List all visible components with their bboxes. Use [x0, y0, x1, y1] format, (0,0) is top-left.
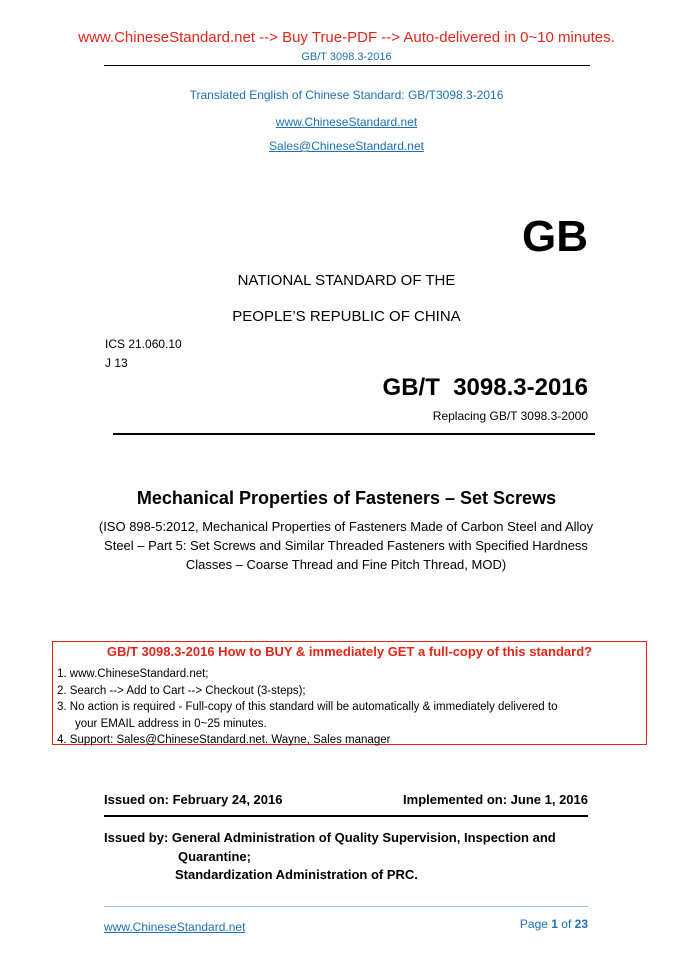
purchase-step: 1. www.ChineseStandard.net;: [57, 668, 209, 680]
purchase-step: 3. No action is required - Full-copy of this standard will be automatically & immediately delivered to: [57, 701, 558, 713]
ics-code: ICS 21.060.10: [105, 337, 182, 351]
ccs-code: J 13: [105, 356, 128, 370]
document-subtitle: (ISO 898-5:2012, Mechanical Properties of Fasteners Made of Carbon Steel and Alloy Steel – Part 5: Set Screws and Similar Threaded Fasteners with Specified Hardness Classes – Coarse Thread and Fine Pitch Thread, MOD): [98, 519, 594, 572]
sales-email-link[interactable]: Sales@ChineseStandard.net: [269, 139, 424, 153]
page-number: [520, 917, 588, 931]
page-current: 1: [551, 917, 558, 931]
header-divider: [104, 65, 590, 66]
page-total: 23: [574, 917, 588, 931]
purchase-info-box: [52, 641, 647, 745]
promo-banner[interactable]: www.ChineseStandard.net --> Buy True-PDF --> Auto-delivered in 0~10 minutes.: [78, 29, 615, 46]
title-divider: [113, 433, 595, 435]
page-label: Page: [519, 917, 552, 931]
implemented-date: Implemented on: June 1, 2016: [403, 792, 588, 807]
issuer-line3: Standardization Administration of PRC.: [175, 867, 418, 882]
national-standard-line1: NATIONAL STANDARD OF THE: [237, 272, 456, 289]
purchase-heading: GB/T 3098.3-2016 How to BUY & immediately GET a full-copy of this standard?: [106, 644, 593, 659]
gb-mark: GB: [522, 212, 588, 261]
replacing-note: Replacing GB/T 3098.3-2000: [432, 409, 588, 423]
footer-website-link[interactable]: www.ChineseStandard.net: [104, 920, 246, 934]
header-standard-code: GB/T 3098.3-2016: [301, 51, 392, 63]
national-standard-line2: PEOPLE’S REPUBLIC OF CHINA: [232, 308, 461, 325]
footer-divider: [104, 906, 588, 907]
standard-number: GB/T 3098.3-2016: [382, 374, 588, 401]
translation-note: Translated English of Chinese Standard: GB/T3098.3-2016: [189, 88, 504, 102]
issuer-line2: Quarantine;: [178, 849, 251, 864]
purchase-steps: [57, 666, 642, 749]
issued-date: Issued on: February 24, 2016: [104, 792, 283, 807]
website-link[interactable]: www.ChineseStandard.net: [275, 115, 418, 129]
purchase-step: 4. Support: Sales@ChineseStandard.net. Wayne, Sales manager: [57, 734, 391, 746]
purchase-step-continued: your EMAIL address in 0~25 minutes.: [75, 717, 267, 730]
purchase-step: 2. Search --> Add to Cart --> Checkout (3-steps);: [57, 684, 306, 697]
document-title: Mechanical Properties of Fasteners – Set Screws: [136, 488, 557, 508]
issuer-line1: Issued by: General Administration of Quality Supervision, Inspection and: [104, 830, 556, 845]
page-of: of: [557, 917, 575, 931]
dates-divider: [104, 815, 588, 817]
